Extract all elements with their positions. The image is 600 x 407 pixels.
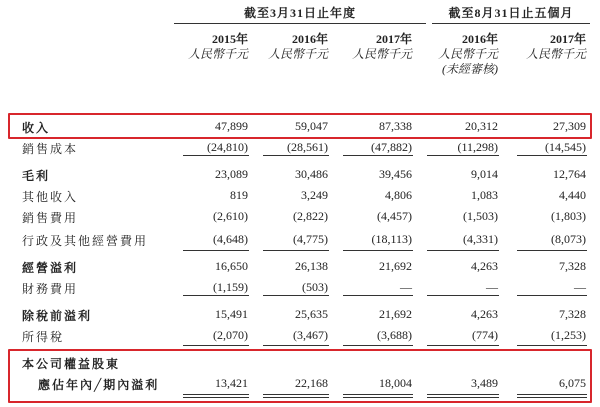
subtotal-rule — [343, 155, 413, 156]
row-label: 其他收入 — [22, 190, 79, 204]
row-value: 23,089 — [215, 167, 248, 181]
row-value: 87,338 — [379, 119, 412, 133]
subtotal-rule — [263, 345, 329, 346]
table-row — [0, 207, 600, 227]
row-value: (47,882) — [371, 140, 412, 154]
row-value: (2,070) — [213, 328, 248, 342]
row-label: 除稅前溢利 — [22, 309, 93, 323]
period-header-five-months: 截至8月31日止五個月 — [432, 4, 590, 24]
row-value: 4,806 — [385, 188, 412, 202]
row-value: (1,159) — [213, 280, 248, 294]
revenue-highlight-box — [8, 113, 592, 139]
subtotal-rule — [427, 250, 499, 251]
row-value: 22,168 — [295, 376, 328, 390]
row-value: 26,138 — [295, 259, 328, 273]
row-value: (503) — [302, 280, 328, 294]
row-value: 819 — [230, 188, 248, 202]
row-label: 本公司權益股東 — [22, 357, 121, 371]
row-value: — — [486, 280, 498, 294]
column-unit: 人民幣千元 — [187, 47, 248, 61]
subtotal-rule — [517, 250, 587, 251]
table-row — [0, 186, 600, 206]
column-unit: 人民幣千元 — [351, 47, 412, 61]
column-year: 2016年 — [461, 32, 498, 46]
row-value: (4,648) — [213, 232, 248, 246]
column-header-2017 — [344, 32, 412, 62]
row-value: 7,328 — [559, 307, 586, 321]
column-unit: 人民幣千元 — [525, 47, 586, 61]
row-value: (4,331) — [463, 232, 498, 246]
row-value: (11,298) — [457, 140, 498, 154]
row-value: (1,503) — [463, 209, 498, 223]
row-value: 20,312 — [465, 119, 498, 133]
row-value: 15,491 — [215, 307, 248, 321]
table-row — [0, 326, 600, 346]
row-value: 16,650 — [215, 259, 248, 273]
table-row — [0, 165, 600, 185]
column-unit: 人民幣千元 — [437, 47, 498, 61]
row-value: 27,309 — [553, 119, 586, 133]
row-value: 59,047 — [295, 119, 328, 133]
subtotal-rule — [263, 295, 329, 296]
row-label: 經營溢利 — [22, 261, 79, 275]
row-value: (8,073) — [551, 232, 586, 246]
subtotal-rule — [517, 345, 587, 346]
subtotal-rule — [427, 345, 499, 346]
subtotal-rule — [183, 250, 249, 251]
period-header-fiscal-year: 截至3月31日止年度 — [174, 4, 426, 24]
column-unit: 人民幣千元 — [267, 47, 328, 61]
subtotal-rule — [427, 295, 499, 296]
row-value: 13,421 — [215, 376, 248, 390]
subtotal-rule — [183, 295, 249, 296]
column-header-2017-5m — [518, 32, 586, 62]
row-value: (4,457) — [377, 209, 412, 223]
column-header-2015 — [184, 32, 248, 62]
row-value: — — [400, 280, 412, 294]
profit-highlight-box — [8, 349, 592, 403]
row-label: 行政及其他經營費用 — [22, 234, 149, 248]
column-year: 2017年 — [375, 32, 412, 46]
row-value: (3,688) — [377, 328, 412, 342]
subtotal-rule — [343, 250, 413, 251]
row-label: 所得稅 — [22, 330, 65, 344]
row-value: (24,810) — [207, 140, 248, 154]
row-value: (14,545) — [545, 140, 586, 154]
row-value: 4,440 — [559, 188, 586, 202]
subtotal-rule — [343, 295, 413, 296]
row-value: (18,113) — [371, 232, 412, 246]
row-value: 30,486 — [295, 167, 328, 181]
subtotal-rule — [263, 155, 329, 156]
row-value: 1,083 — [471, 188, 498, 202]
row-label: 應佔年內╱期內溢利 — [38, 378, 160, 392]
row-value: 3,249 — [301, 188, 328, 202]
row-value: 39,456 — [379, 167, 412, 181]
subtotal-rule — [517, 155, 587, 156]
table-row — [0, 305, 600, 325]
row-value: 21,692 — [379, 307, 412, 321]
row-value: (28,561) — [287, 140, 328, 154]
row-label: 毛利 — [22, 169, 51, 183]
row-value: (1,253) — [551, 328, 586, 342]
row-label: 銷售成本 — [22, 142, 79, 156]
column-header-2016-5m — [428, 32, 498, 77]
row-value: 4,263 — [471, 307, 498, 321]
subtotal-rule — [183, 345, 249, 346]
row-label: 財務費用 — [22, 282, 79, 296]
column-year: 2016年 — [291, 32, 328, 46]
subtotal-rule — [427, 155, 499, 156]
column-header-2016 — [264, 32, 328, 62]
row-value: (774) — [472, 328, 498, 342]
subtotal-rule — [517, 295, 587, 296]
column-year: 2015年 — [211, 32, 248, 46]
table-row — [0, 230, 600, 250]
row-value: 18,004 — [379, 376, 412, 390]
row-value: 47,899 — [215, 119, 248, 133]
row-value: (4,775) — [293, 232, 328, 246]
subtotal-rule — [263, 250, 329, 251]
row-value: 9,014 — [471, 167, 498, 181]
subtotal-rule — [183, 155, 249, 156]
row-value: 21,692 — [379, 259, 412, 273]
row-value: (3,467) — [293, 328, 328, 342]
subtotal-rule — [343, 345, 413, 346]
row-label: 收入 — [22, 121, 51, 135]
row-value: 25,635 — [295, 307, 328, 321]
row-label: 銷售費用 — [22, 211, 79, 225]
row-value: 4,263 — [471, 259, 498, 273]
column-year: 2017年 — [549, 32, 586, 46]
row-value: 7,328 — [559, 259, 586, 273]
table-row — [0, 257, 600, 277]
row-value: (2,610) — [213, 209, 248, 223]
row-value: — — [574, 280, 586, 294]
row-value: (1,803) — [551, 209, 586, 223]
column-note-unaudited: (未經審核) — [442, 62, 498, 76]
row-value: (2,822) — [293, 209, 328, 223]
row-value: 12,764 — [553, 167, 586, 181]
row-value: 3,489 — [471, 376, 498, 390]
row-value: 6,075 — [559, 376, 586, 390]
